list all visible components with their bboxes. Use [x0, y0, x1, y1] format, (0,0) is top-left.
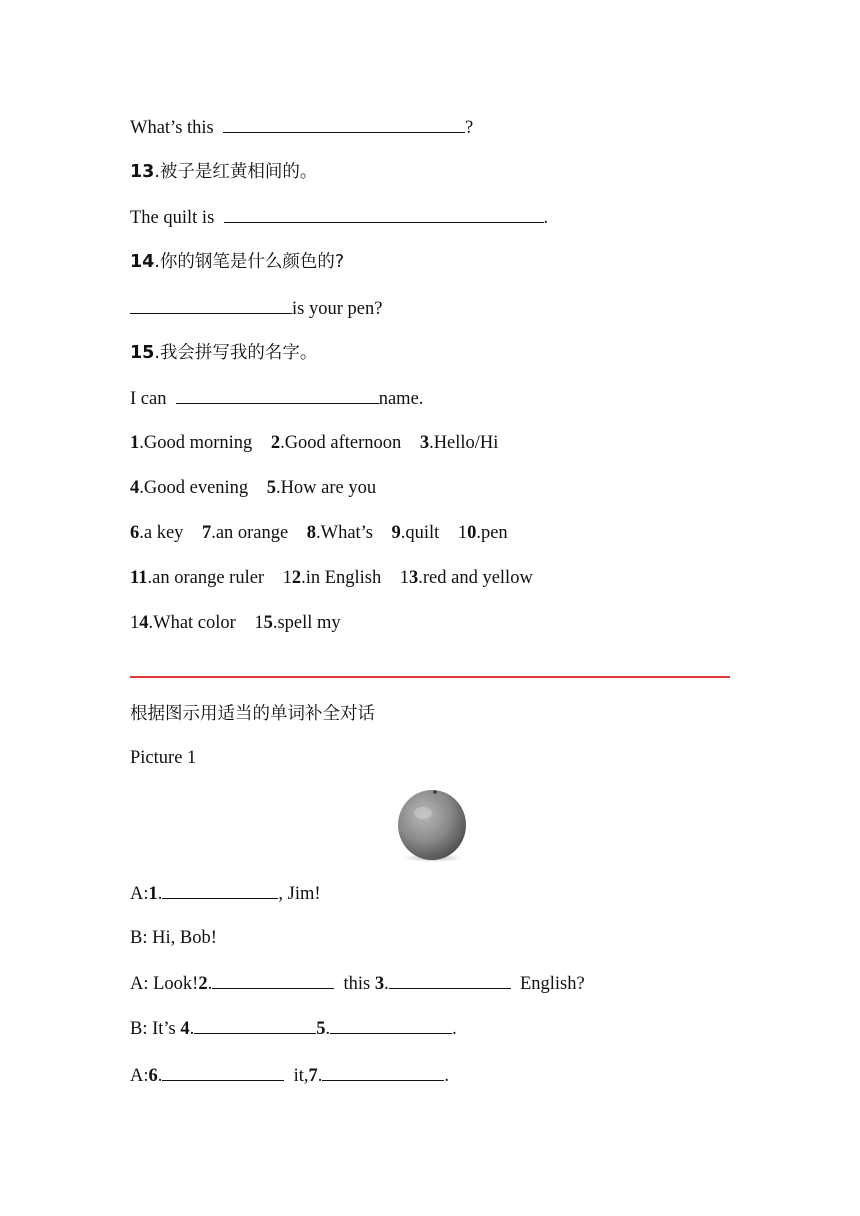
- text-segment: .How are you: [275, 478, 377, 498]
- exercise-15-prompt: [130, 342, 317, 364]
- text-segment: 2: [198, 974, 208, 994]
- answer-key-row-2: [130, 477, 376, 499]
- text-segment: .an orange: [211, 523, 289, 543]
- answer-blank: [130, 297, 292, 314]
- text-segment: this: [334, 974, 375, 994]
- text-segment: .an orange ruler: [147, 568, 265, 588]
- exercise-text: name.: [378, 389, 424, 409]
- text-segment: 2: [270, 433, 281, 453]
- text-segment: 1: [148, 884, 158, 904]
- orange-icon: [396, 787, 468, 863]
- text-segment: .Good evening: [139, 478, 249, 498]
- answer-blank: [176, 387, 379, 404]
- text-segment: B: It’s: [130, 1019, 181, 1039]
- text-segment: .What color: [148, 613, 236, 633]
- text-segment: .red and yellow: [418, 568, 533, 588]
- text-segment: 1: [282, 568, 292, 588]
- dialogue-line-3: [130, 972, 585, 995]
- text-segment: A: Look!: [130, 974, 199, 994]
- text-segment: .pen: [476, 523, 508, 543]
- exercise-14-prompt: [130, 251, 344, 273]
- text-segment: 5: [316, 1019, 326, 1039]
- answer-blank: [322, 1064, 444, 1081]
- answer-blank: [224, 206, 544, 223]
- text-segment: 11: [130, 568, 148, 588]
- text-segment: 8: [306, 523, 316, 543]
- answer-blank: [330, 1017, 452, 1034]
- text-segment: 3: [419, 433, 430, 453]
- exercise-12-line: [130, 116, 473, 139]
- answer-key-row-5: [130, 612, 341, 634]
- text-segment: 5: [266, 478, 276, 498]
- exercise-text: .: [543, 208, 549, 228]
- text-segment: .: [157, 1066, 163, 1086]
- chinese-prompt: .被子是红黄相间的。: [154, 162, 318, 182]
- exercise-text: I can: [130, 389, 167, 409]
- text-segment: 9: [391, 523, 401, 543]
- text-segment: .: [157, 884, 163, 904]
- text-segment: 2: [291, 568, 302, 588]
- exercise-text: The quilt is: [130, 208, 215, 228]
- exercise-text: What’s this: [130, 118, 214, 138]
- text-segment: .Good afternoon: [280, 433, 402, 453]
- text-segment: , Jim!: [278, 884, 321, 904]
- answer-key-row-3: [130, 522, 508, 544]
- text-segment: 6: [148, 1066, 158, 1086]
- text-segment: .: [325, 1019, 331, 1039]
- exercise-13-prompt: [130, 161, 317, 183]
- section-divider: [130, 676, 730, 678]
- answer-blank: [223, 116, 465, 133]
- question-number: 15: [130, 343, 155, 363]
- text-segment: 7: [201, 523, 212, 543]
- chinese-prompt: .我会拼写我的名字。: [154, 343, 318, 363]
- exercise-13-line: [130, 206, 548, 229]
- question-number: 13: [130, 162, 155, 182]
- answer-blank: [162, 1064, 284, 1081]
- answer-key-row-4: [130, 567, 533, 589]
- text-segment: English?: [510, 974, 585, 994]
- text-segment: .: [317, 1066, 323, 1086]
- dialogue-line-4: [130, 1017, 457, 1040]
- exercise-text: is your pen?: [292, 299, 383, 319]
- text-segment: 4: [180, 1019, 190, 1039]
- text-segment: .Good morning: [139, 433, 253, 453]
- text-segment: .: [189, 1019, 195, 1039]
- text-segment: .in English: [301, 568, 382, 588]
- text-segment: 4: [130, 478, 140, 498]
- answer-key-row-1: [130, 432, 498, 454]
- text-segment: .spell my: [272, 613, 341, 633]
- text-segment: .: [207, 974, 213, 994]
- text-segment: .a key: [139, 523, 184, 543]
- text-segment: 5: [263, 613, 273, 633]
- question-number: 14: [130, 252, 155, 272]
- section-heading: 根据图示用适当的单词补全对话: [130, 704, 375, 724]
- text-segment: 6: [130, 523, 140, 543]
- answer-blank: [389, 972, 511, 989]
- text-segment: 3: [374, 974, 385, 994]
- text-segment: 7: [308, 1066, 318, 1086]
- text-segment: 1: [254, 613, 264, 633]
- text-segment: .Hello/Hi: [429, 433, 499, 453]
- chinese-prompt: .你的钢笔是什么颜色的?: [154, 252, 345, 272]
- exercise-text: ?: [465, 118, 474, 138]
- text-segment: .What’s: [315, 523, 374, 543]
- exercise-14-line: [130, 297, 382, 320]
- picture-label: Picture 1: [130, 748, 197, 768]
- text-segment: A:: [130, 1066, 149, 1086]
- text-segment: 3: [409, 568, 419, 588]
- text-segment: 0: [467, 523, 477, 543]
- text-segment: .quilt: [400, 523, 440, 543]
- answer-blank: [162, 882, 278, 899]
- text-segment: 1: [130, 613, 140, 633]
- answer-blank: [194, 1017, 316, 1034]
- text-segment: 1: [457, 523, 468, 543]
- text-segment: 4: [139, 613, 149, 633]
- text-segment: .: [444, 1066, 450, 1086]
- text-segment: .: [452, 1019, 457, 1039]
- dialogue-line-1: [130, 882, 321, 905]
- answer-blank: [212, 972, 334, 989]
- text-segment: .: [384, 974, 389, 994]
- text-segment: A:: [130, 884, 149, 904]
- text-segment: 1: [399, 568, 409, 588]
- text-segment: it,: [284, 1066, 309, 1086]
- text-segment: 1: [130, 433, 140, 453]
- dialogue-line-2: B: Hi, Bob!: [130, 928, 217, 948]
- exercise-15-line: [130, 387, 423, 410]
- dialogue-line-5: [130, 1064, 449, 1087]
